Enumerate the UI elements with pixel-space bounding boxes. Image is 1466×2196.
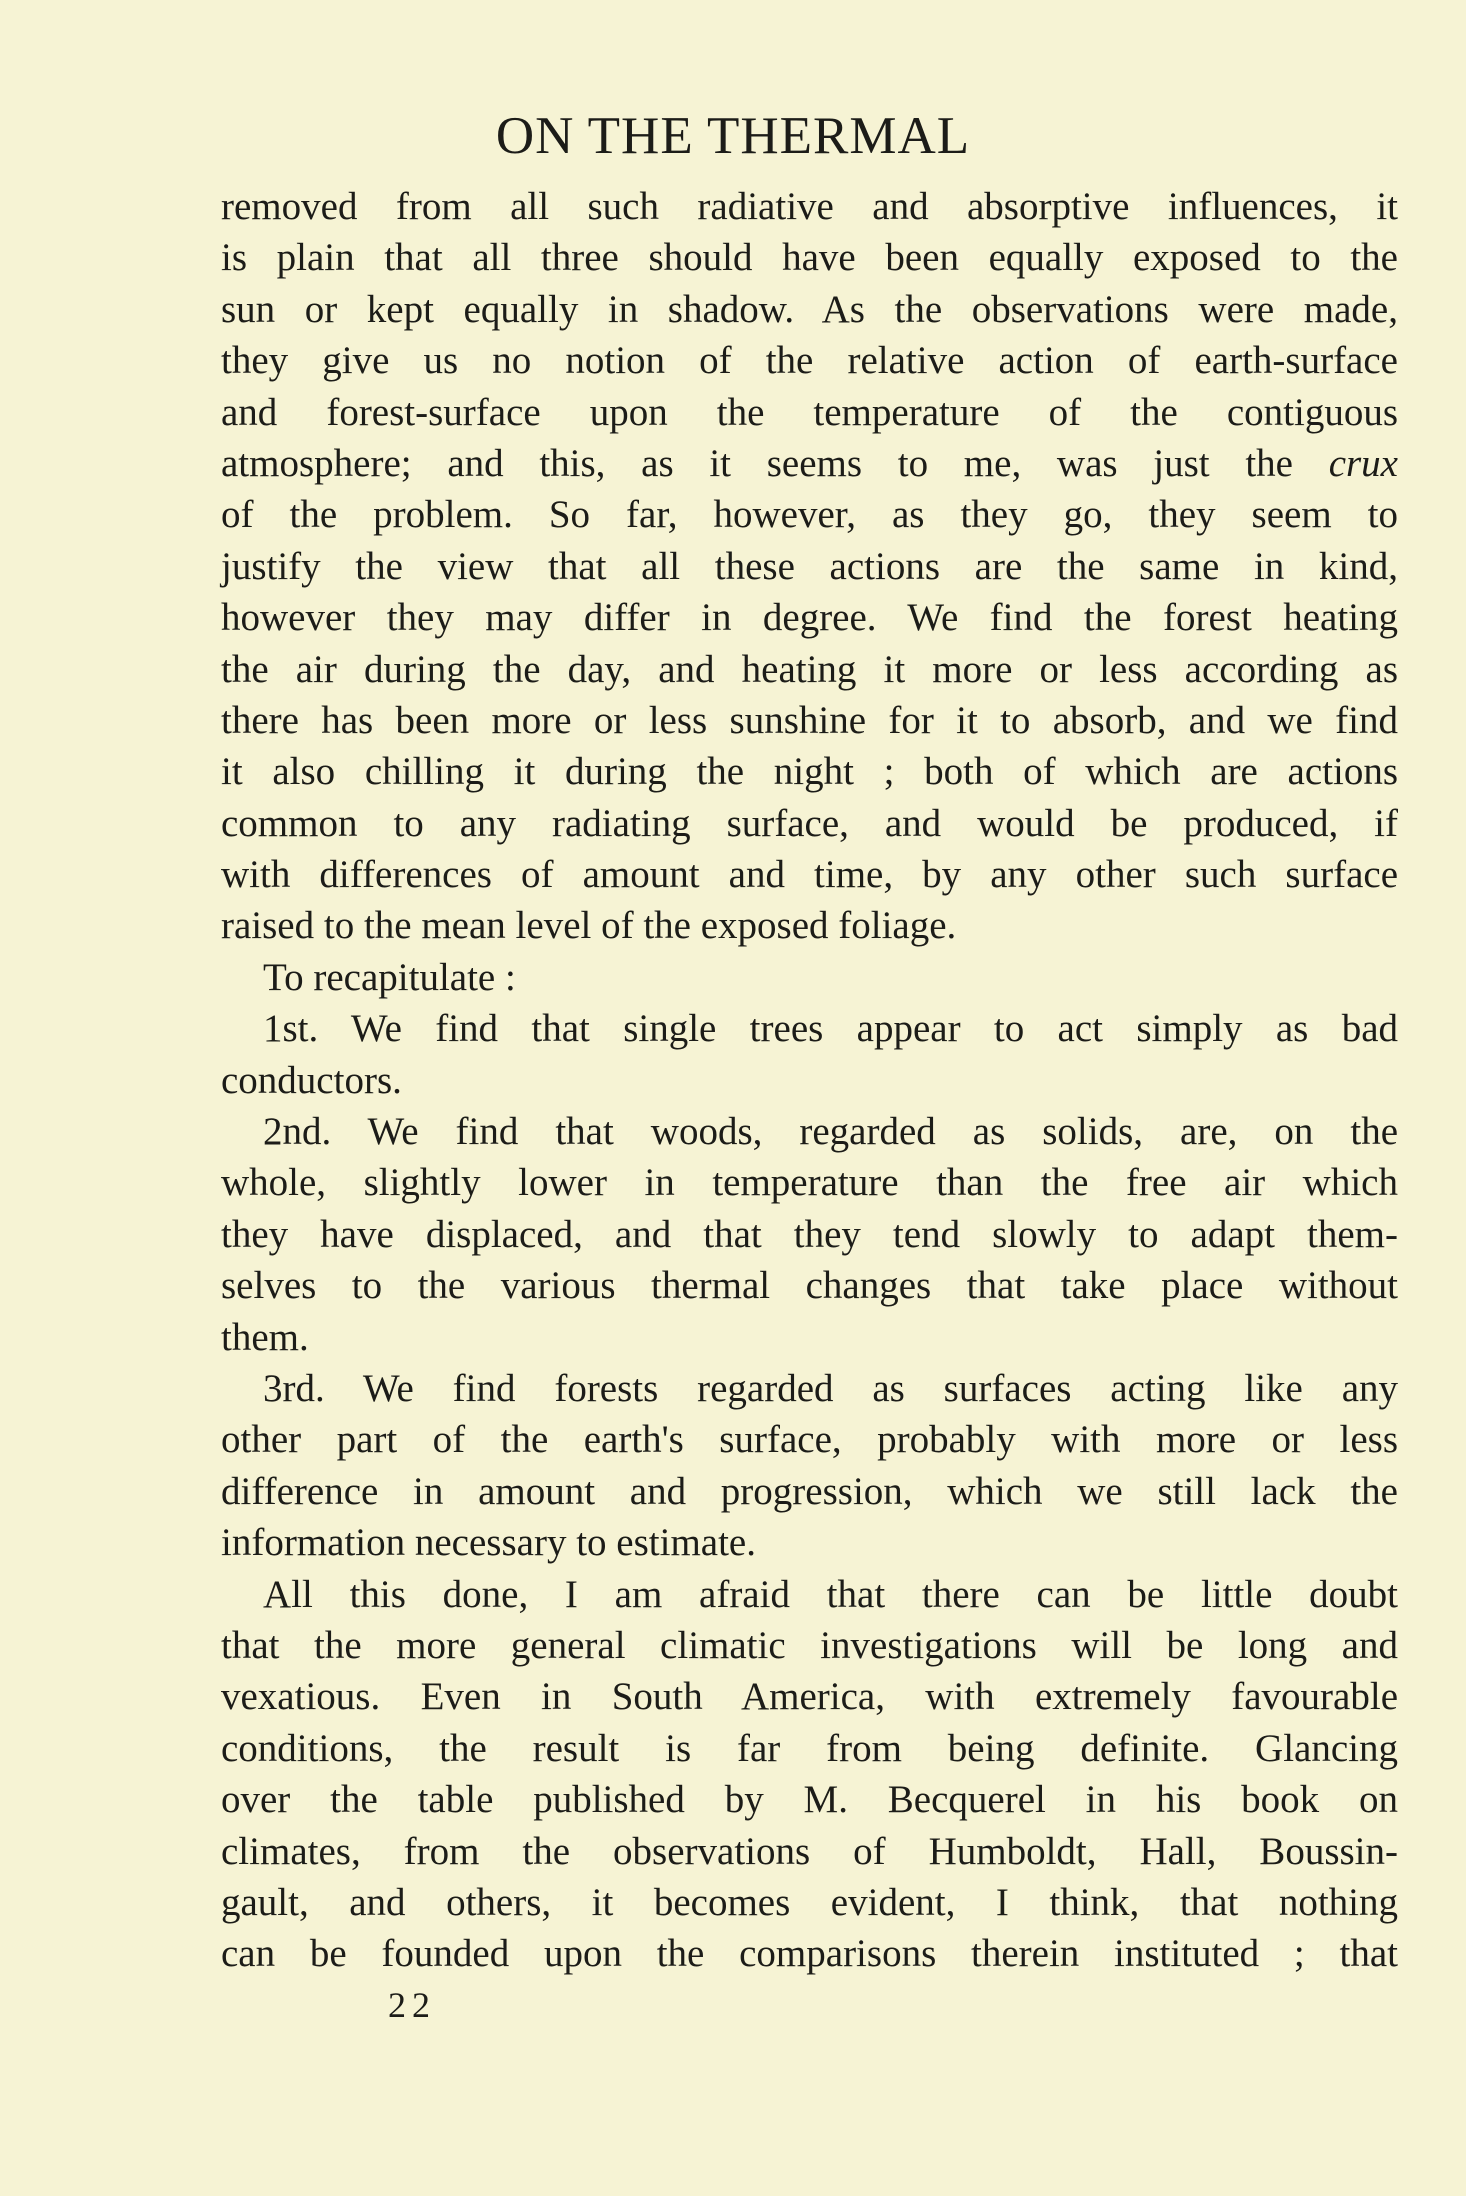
- text-line: [221, 1003, 1398, 1054]
- text-line-content: of the problem. So far, however, as they go, they seem to: [221, 493, 1398, 537]
- text-line: [221, 746, 1398, 797]
- text-line-content: common to any radiating surface, and would be produced, if: [221, 801, 1398, 845]
- text-line-content: with differences of amount and time, by any other such surface: [221, 853, 1398, 897]
- text-line-content: whole, slightly lower in temperature than the free air which: [221, 1161, 1398, 1205]
- text-line: [221, 1157, 1398, 1208]
- text-line: [221, 1826, 1398, 1877]
- text-line-content: raised to the mean level of the exposed foliage.: [221, 904, 957, 948]
- text-line-content: over the table published by M. Becquerel in his book on: [221, 1778, 1398, 1822]
- text-line-content: that the more general climatic investigations will be long and: [221, 1623, 1398, 1667]
- text-line-content: there has been more or less sunshine for it to absorb, and we find: [221, 698, 1398, 742]
- text-line: [221, 489, 1398, 540]
- text-line: [221, 1774, 1398, 1825]
- running-head: ON THE THERMAL: [495, 107, 971, 165]
- page-number: 22: [388, 1985, 436, 2025]
- text-line: [221, 1414, 1398, 1465]
- text-line-content: To recapitulate :: [263, 955, 516, 999]
- text-line-content: information necessary to estimate.: [221, 1521, 756, 1565]
- text-line-content: removed from all such radiative and absorptive influences, it: [221, 185, 1398, 228]
- text-line: [221, 1620, 1398, 1671]
- text-line: [221, 900, 1398, 951]
- text-line-content: difference in amount and progression, which we still lack the: [221, 1469, 1398, 1513]
- text-line-content: 3rd. We find forests regarded as surfaces acting like any: [263, 1366, 1398, 1410]
- text-line-content: is plain that all three should have been equally exposed to the: [221, 236, 1398, 280]
- text-line: [221, 387, 1398, 438]
- text-line: [221, 1363, 1398, 1414]
- text-line-content: can be founded upon the comparisons therein instituted ; that: [221, 1932, 1398, 1976]
- text-line: [221, 335, 1398, 386]
- text-line: [221, 1517, 1398, 1568]
- text-line: [221, 1671, 1398, 1722]
- text-line: [221, 284, 1398, 335]
- text-line: [221, 1569, 1398, 1620]
- text-line-content: they have displaced, and that they tend slowly to adapt them-: [221, 1212, 1398, 1256]
- text-line-content: other part of the earth's surface, probably with more or less: [221, 1418, 1398, 1462]
- text-line: [221, 541, 1398, 592]
- text-line-content: them.: [221, 1315, 309, 1359]
- text-line-content: 2nd. We find that woods, regarded as solids, are, on the: [263, 1110, 1398, 1154]
- text-line-content: gault, and others, it becomes evident, I think, that nothing: [221, 1880, 1398, 1924]
- text-line-content: climates, from the observations of Humboldt, Hall, Boussin-: [221, 1829, 1398, 1873]
- text-line-content: the air during the day, and heating it more or less according as: [221, 647, 1398, 691]
- text-line: [221, 695, 1398, 746]
- text-line-content: All this done, I am afraid that there can be little doubt: [263, 1572, 1398, 1616]
- text-line: [221, 1260, 1398, 1311]
- text-line-content: it also chilling it during the night ; both of which are actions: [221, 750, 1398, 794]
- text-line-content: conditions, the result is far from being definite. Glancing: [221, 1726, 1398, 1770]
- text-line: [221, 644, 1398, 695]
- italic-word: crux: [1328, 441, 1398, 485]
- text-line: [221, 1466, 1398, 1517]
- text-line-content: 1st. We find that single trees appear to act simply as bad: [263, 1007, 1398, 1051]
- text-line: [221, 849, 1398, 900]
- text-line: [221, 232, 1398, 283]
- text-line: [221, 952, 1398, 1003]
- text-line-content: atmosphere; and this, as it seems to me, was just the: [221, 441, 1329, 485]
- text-line: [221, 1312, 1398, 1363]
- text-line: [221, 1106, 1398, 1157]
- text-line: [221, 798, 1398, 849]
- text-line: [221, 1723, 1398, 1774]
- text-line: [221, 592, 1398, 643]
- text-line-content: they give us no notion of the relative action of earth-surface: [221, 339, 1398, 383]
- text-line-content: vexatious. Even in South America, with extremely favourable: [221, 1675, 1398, 1719]
- text-line: [221, 1055, 1398, 1106]
- text-line-content: however they may differ in degree. We find the forest heating: [221, 596, 1398, 640]
- text-line: [221, 1928, 1398, 1979]
- text-line-content: and forest-surface upon the temperature of the contiguous: [221, 390, 1398, 434]
- text-line: [221, 1209, 1398, 1260]
- text-line-content: selves to the various thermal changes that take place without: [221, 1264, 1398, 1308]
- body-text: [221, 181, 1398, 1980]
- text-line: [221, 1877, 1398, 1928]
- text-line: [221, 181, 1398, 232]
- text-line: [221, 438, 1398, 489]
- text-line-content: sun or kept equally in shadow. As the observations were made,: [221, 287, 1398, 331]
- text-line-content: conductors.: [221, 1058, 402, 1102]
- text-line-content: justify the view that all these actions are the same in kind,: [221, 544, 1398, 588]
